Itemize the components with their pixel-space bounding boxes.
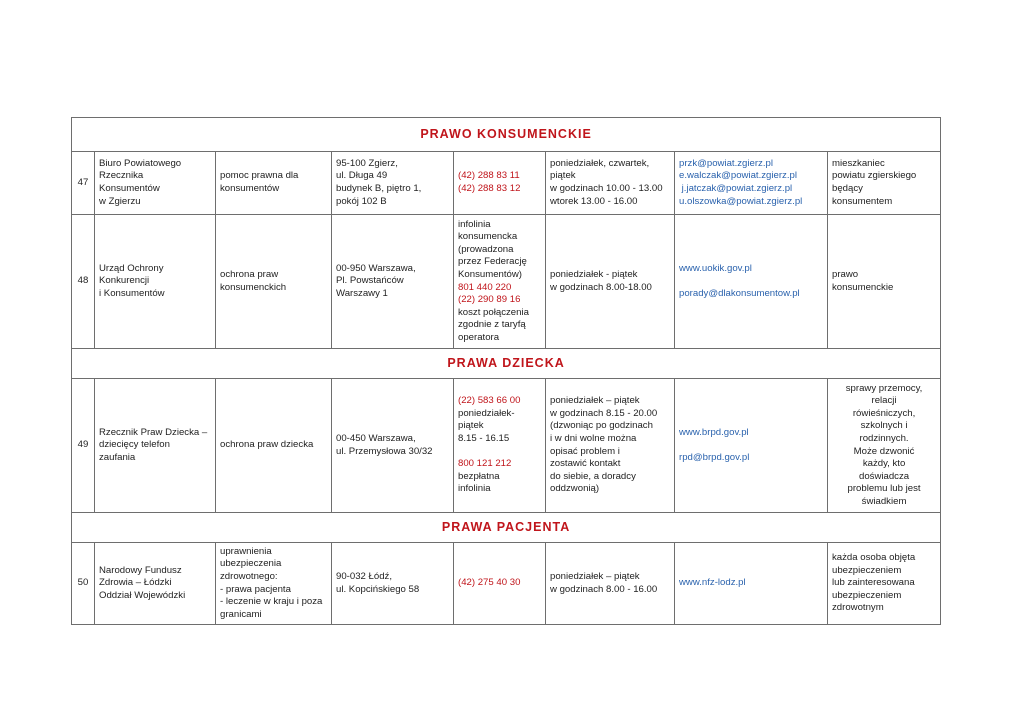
institution-cell: Rzecznik Praw Dziecka – dziecięcy telefon zaufania xyxy=(95,379,216,513)
address-cell: 00-950 Warszawa, Pl. Powstańców Warszawy 1 xyxy=(332,215,454,349)
website-link[interactable]: www.brpd.gov.pl xyxy=(679,426,749,438)
address-cell: 95-100 Zgierz, ul. Długa 49 budynek B, piętro 1, pokój 102 B xyxy=(332,152,454,215)
contact-cell xyxy=(675,543,828,625)
email-link[interactable]: porady@dlakonsumentow.pl xyxy=(679,287,800,299)
phone-cell: (42) 288 83 11 (42) 288 83 12 xyxy=(454,152,546,215)
target-cell: każda osoba objęta ubezpieczeniem lub zainteresowana ubezpieczeniem zdrowotnym xyxy=(828,543,941,625)
hours-cell: poniedziałek – piątek w godzinach 8.15 - 20.00 (dzwoniąc po godzinach i w dni wolne można opisać problem i zostawić kontakt do siebie, a doradcy oddzwonią) xyxy=(546,379,675,513)
target-cell: mieszkaniec powiatu zgierskiego będący konsumentem xyxy=(828,152,941,215)
scope-cell: uprawnienia ubezpieczenia zdrowotnego: - prawa pacjenta - leczenie w kraju i poza granicami xyxy=(216,543,332,625)
email-link[interactable]: e.walczak@powiat.zgierz.pl xyxy=(679,170,797,182)
email-link[interactable]: j.jatczak@powiat.zgierz.pl xyxy=(679,183,793,194)
row-number: 49 xyxy=(72,379,95,513)
institution-cell: Narodowy Fundusz Zdrowia – Łódzki Oddział Wojewódzki xyxy=(95,543,216,625)
website-link[interactable]: www.nfz-lodz.pl xyxy=(679,577,746,589)
institutions-table xyxy=(71,117,941,625)
table-row xyxy=(72,152,941,215)
hours-cell: poniedziałek - piątek w godzinach 8.00-18.00 xyxy=(546,215,675,349)
table-row xyxy=(72,543,941,625)
contact-cell xyxy=(675,379,828,513)
row-number: 47 xyxy=(72,152,95,215)
row-number: 50 xyxy=(72,543,95,625)
target-cell: sprawy przemocy, relacji rówieśniczych, szkolnych i rodzinnych. Może dzwonić każdy, kto doświadcza problemu lub jest świadkiem xyxy=(828,379,941,513)
table-row xyxy=(72,379,941,513)
row-number: 48 xyxy=(72,215,95,349)
phone-cell: (42) 275 40 30 xyxy=(454,543,546,625)
scope-cell: ochrona praw konsumenckich xyxy=(216,215,332,349)
address-cell: 00-450 Warszawa, ul. Przemysłowa 30/32 xyxy=(332,379,454,513)
address-cell: 90-032 Łódź, ul. Kopcińskiego 58 xyxy=(332,543,454,625)
contact-cell xyxy=(675,215,828,349)
email-link[interactable]: u.olszowka@powiat.zgierz.pl xyxy=(679,195,803,207)
section-header-patient-rights: PRAWA PACJENTA xyxy=(72,513,941,543)
target-cell: prawo konsumenckie xyxy=(828,215,941,349)
section-header-consumer-law: PRAWO KONSUMENCKIE xyxy=(72,118,941,152)
website-link[interactable]: www.uokik.gov.pl xyxy=(679,262,752,274)
scope-cell: pomoc prawna dla konsumentów xyxy=(216,152,332,215)
email-link[interactable]: rpd@brpd.gov.pl xyxy=(679,451,750,463)
phone-cell: infolinia konsumencka (prowadzona przez Federację Konsumentów) 801 440 220 (22) 290 89 16 koszt połączenia zgodnie z taryfą operatora xyxy=(454,215,546,349)
institution-cell: Biuro Powiatowego Rzecznika Konsumentów w Zgierzu xyxy=(95,152,216,215)
email-link[interactable]: przk@powiat.zgierz.pl xyxy=(679,157,773,169)
table-row xyxy=(72,215,941,349)
hours-cell: poniedziałek, czwartek, piątek w godzinach 10.00 - 13.00 wtorek 13.00 - 16.00 xyxy=(546,152,675,215)
scope-cell: ochrona praw dziecka xyxy=(216,379,332,513)
phone-cell: (22) 583 66 00 poniedziałek- piątek 8.15 - 16.15 800 121 212 bezpłatna infolinia xyxy=(454,379,546,513)
section-header-child-rights: PRAWA DZIECKA xyxy=(72,349,941,379)
hours-cell: poniedziałek – piątek w godzinach 8.00 - 16.00 xyxy=(546,543,675,625)
institution-cell: Urząd Ochrony Konkurencji i Konsumentów xyxy=(95,215,216,349)
contact-cell xyxy=(675,152,828,215)
